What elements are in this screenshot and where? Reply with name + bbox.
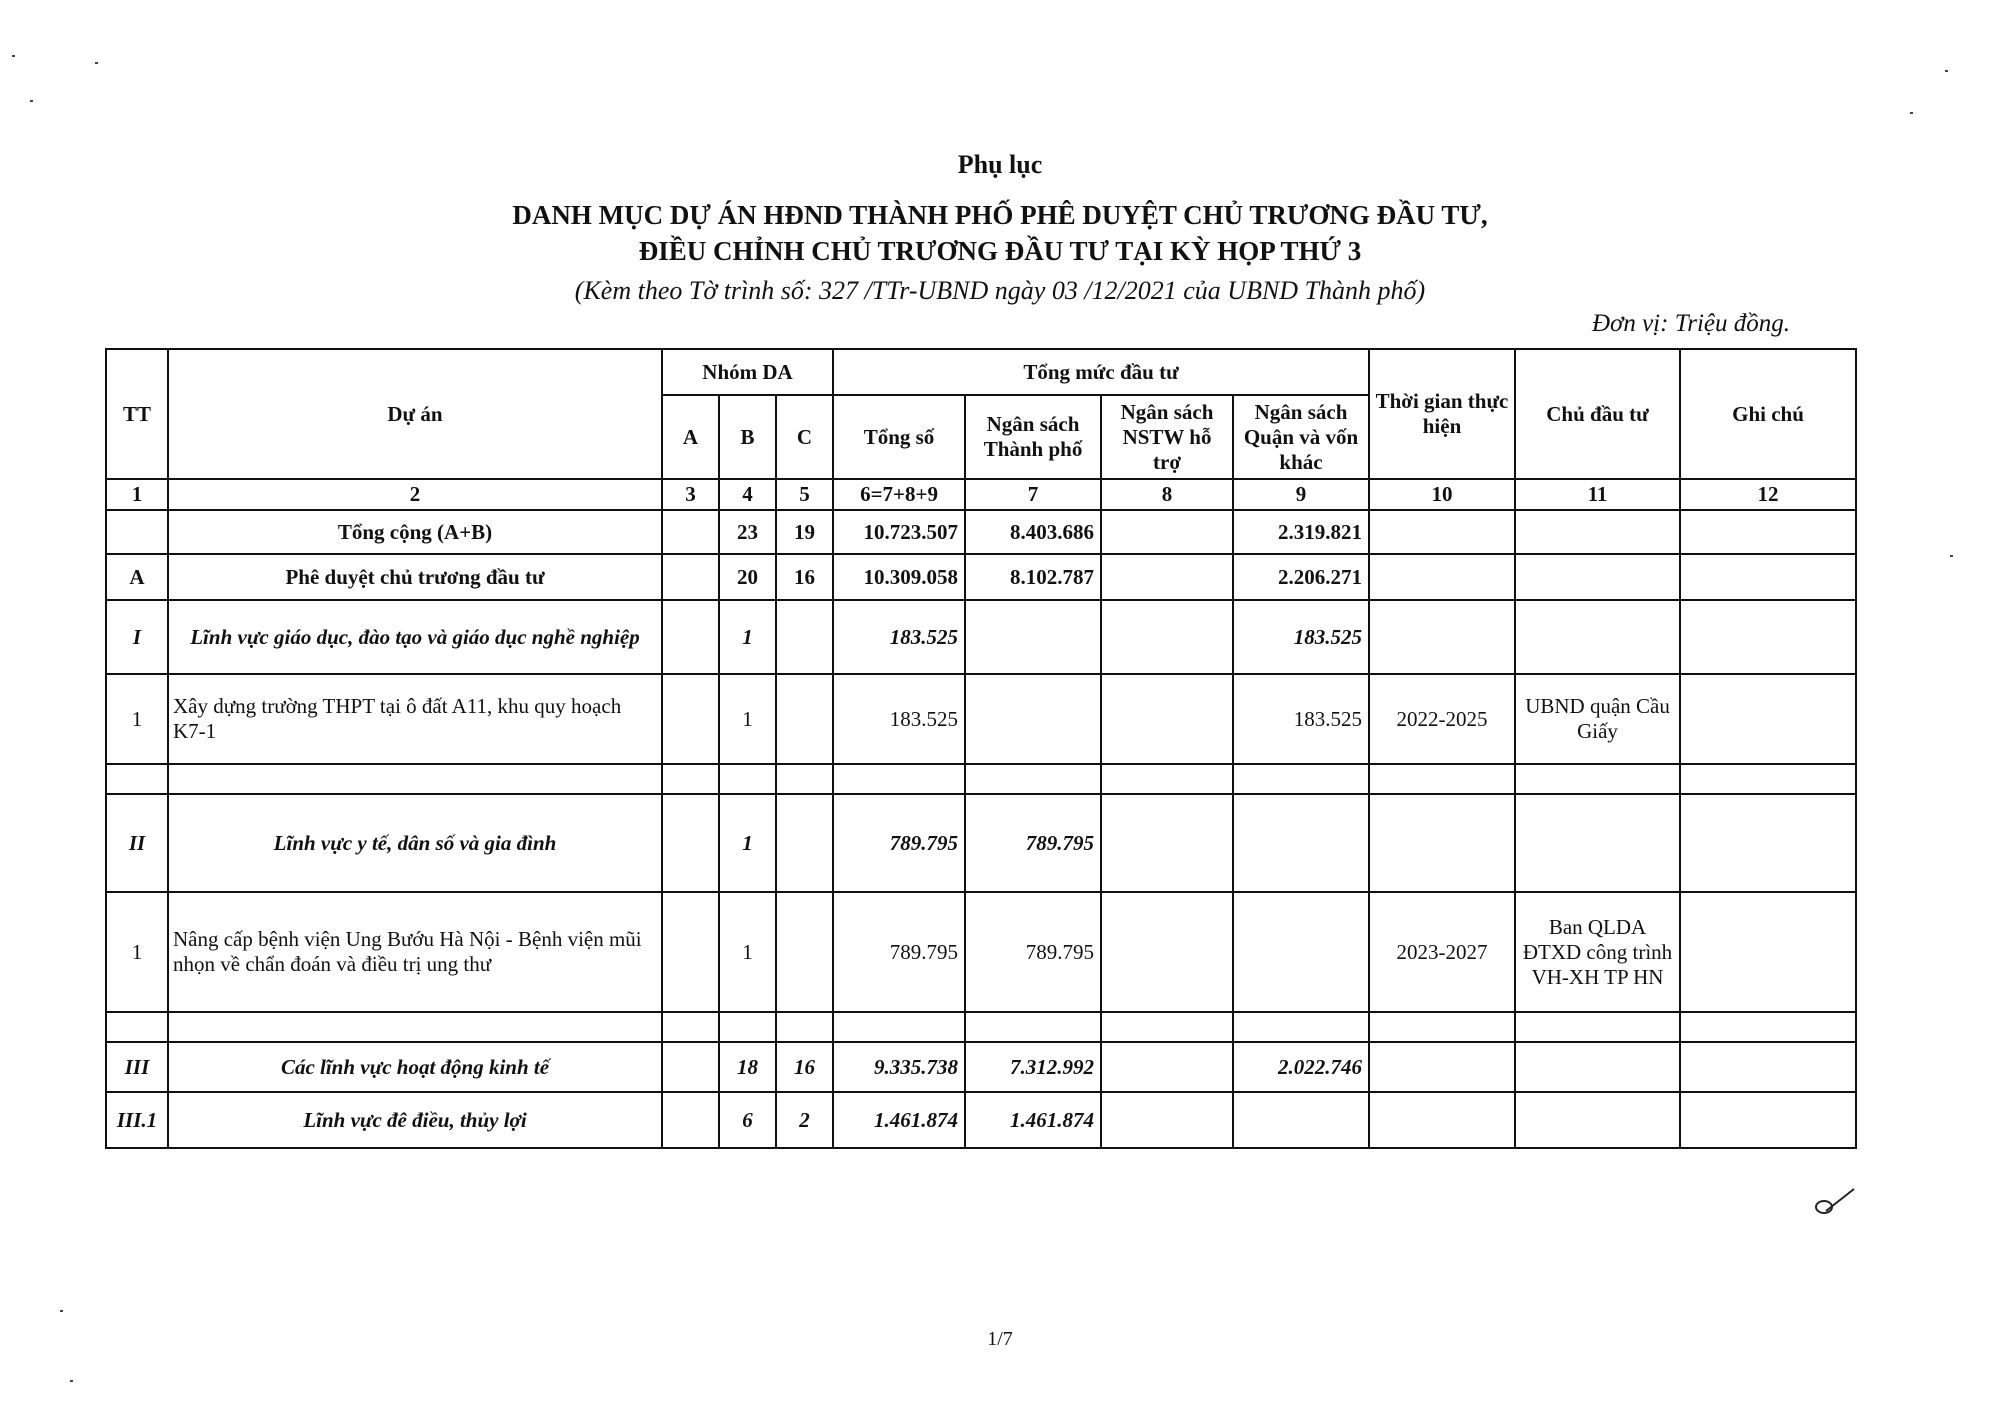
cell-tong-so: 10.309.058 [833, 554, 965, 600]
document-title-line2: ĐIỀU CHỈNH CHỦ TRƯƠNG ĐẦU TƯ TẠI KỲ HỌP THỨ 3 [638, 236, 1362, 266]
cell-owner [1515, 554, 1680, 600]
cell-b: 20 [719, 554, 776, 600]
cell-b: 1 [719, 794, 776, 892]
header-ghi-chu: Ghi chú [1680, 349, 1856, 479]
cell-note [1680, 510, 1856, 554]
scan-speck [1910, 112, 1913, 114]
cell-note [1680, 554, 1856, 600]
cell-ns-quan [1233, 892, 1369, 1012]
table-row [106, 1042, 1856, 1092]
cell-name: Tổng cộng (A+B) [168, 510, 662, 554]
scan-speck [1950, 555, 1953, 557]
cell-time [1369, 1092, 1515, 1148]
cell-nstw [1101, 794, 1233, 892]
table-row [106, 510, 1856, 554]
scan-speck [60, 1310, 63, 1312]
header-du-an: Dự án [168, 349, 662, 479]
col-number: 10 [1369, 479, 1515, 510]
table-row-spacer [106, 1012, 1856, 1042]
cell-tt: A [106, 554, 168, 600]
cell-note [1680, 600, 1856, 674]
col-number: 8 [1101, 479, 1233, 510]
cell-ns-quan [1233, 1092, 1369, 1148]
cell-note [1680, 794, 1856, 892]
cell-tt: I [106, 600, 168, 674]
cell-b: 23 [719, 510, 776, 554]
header-nhom-da: Nhóm DA [662, 349, 833, 395]
header-thoi-gian: Thời gian thực hiện [1369, 349, 1515, 479]
header-row-1 [106, 349, 1856, 395]
cell-owner [1515, 794, 1680, 892]
cell-ns-quan [1233, 794, 1369, 892]
table-row-spacer [106, 764, 1856, 794]
cell-ns-quan: 183.525 [1233, 674, 1369, 764]
header-ns-nstw: Ngân sách NSTW hỗ trợ [1101, 395, 1233, 479]
cell-note [1680, 674, 1856, 764]
scan-speck [12, 55, 15, 57]
cell-c [776, 794, 833, 892]
document-subtitle: (Kèm theo Tờ trình số: 327 /TTr-UBND ngày 03 /12/2021 của UBND Thành phố) [574, 276, 1426, 305]
col-number: 12 [1680, 479, 1856, 510]
header-chu-dau-tu: Chủ đầu tư [1515, 349, 1680, 479]
cell-note [1680, 892, 1856, 1012]
document-title-line1: DANH MỤC DỰ ÁN HĐND THÀNH PHỐ PHÊ DUYỆT CHỦ TRƯƠNG ĐẦU TƯ, [512, 200, 1488, 230]
cell-tt: 1 [106, 674, 168, 764]
cell-ns-quan: 183.525 [1233, 600, 1369, 674]
cell-b: 1 [719, 674, 776, 764]
cell-owner: UBND quận Cầu Giấy [1515, 674, 1680, 764]
cell-nstw [1101, 1042, 1233, 1092]
column-number-row [106, 479, 1856, 510]
appendix-label: Phụ lục [957, 150, 1043, 179]
page-number: 1/7 [987, 1328, 1013, 1350]
cell-tong-so: 789.795 [833, 892, 965, 1012]
cell-b: 18 [719, 1042, 776, 1092]
header-ns-thanh-pho: Ngân sách Thành phố [965, 395, 1101, 479]
cell-c: 16 [776, 1042, 833, 1092]
cell-tong-so: 183.525 [833, 600, 965, 674]
cell-time [1369, 794, 1515, 892]
cell-c [776, 600, 833, 674]
col-number: 11 [1515, 479, 1680, 510]
cell-a [662, 1042, 719, 1092]
scan-speck [95, 62, 98, 64]
cell-tong-so: 1.461.874 [833, 1092, 965, 1148]
cell-a [662, 892, 719, 1012]
cell-ns-tp: 7.312.992 [965, 1042, 1101, 1092]
cell-ns-tp: 789.795 [965, 794, 1101, 892]
cell-tong-so: 9.335.738 [833, 1042, 965, 1092]
cell-time [1369, 510, 1515, 554]
cell-tong-so: 183.525 [833, 674, 965, 764]
col-number: 4 [719, 479, 776, 510]
cell-a [662, 794, 719, 892]
cell-ns-tp [965, 674, 1101, 764]
cell-tong-so: 10.723.507 [833, 510, 965, 554]
cell-ns-quan: 2.022.746 [1233, 1042, 1369, 1092]
table-row [106, 600, 1856, 674]
col-number: 9 [1233, 479, 1369, 510]
cell-c [776, 674, 833, 764]
col-number: 7 [965, 479, 1101, 510]
cell-c: 16 [776, 554, 833, 600]
table-row [106, 554, 1856, 600]
header-a: A [662, 395, 719, 479]
cell-name: Xây dựng trường THPT tại ô đất A11, khu quy hoạch K7-1 [168, 674, 662, 764]
cell-c [776, 892, 833, 1012]
header-tong-muc-dau-tu: Tổng mức đầu tư [833, 349, 1369, 395]
cell-name: Các lĩnh vực hoạt động kinh tế [168, 1042, 662, 1092]
cell-b: 1 [719, 892, 776, 1012]
cell-owner [1515, 600, 1680, 674]
cell-ns-tp: 8.102.787 [965, 554, 1101, 600]
cell-a [662, 554, 719, 600]
cell-name: Phê duyệt chủ trương đầu tư [168, 554, 662, 600]
header-tong-so: Tổng số [833, 395, 965, 479]
cell-a [662, 674, 719, 764]
cell-time: 2023-2027 [1369, 892, 1515, 1012]
cell-time [1369, 1042, 1515, 1092]
cell-a [662, 510, 719, 554]
cell-tt: II [106, 794, 168, 892]
project-table [105, 348, 1857, 1149]
cell-nstw [1101, 674, 1233, 764]
cell-owner [1515, 1042, 1680, 1092]
cell-c: 2 [776, 1092, 833, 1148]
cell-name: Nâng cấp bệnh viện Ung Bướu Hà Nội - Bệnh viện mũi nhọn về chẩn đoán và điều trị ung thư [168, 892, 662, 1012]
table-row [106, 674, 1856, 764]
cell-note [1680, 1092, 1856, 1148]
cell-nstw [1101, 510, 1233, 554]
cell-nstw [1101, 600, 1233, 674]
col-number: 2 [168, 479, 662, 510]
col-number: 3 [662, 479, 719, 510]
cell-c: 19 [776, 510, 833, 554]
cell-nstw [1101, 1092, 1233, 1148]
cell-ns-tp: 1.461.874 [965, 1092, 1101, 1148]
table-row [106, 892, 1856, 1012]
cell-ns-quan: 2.319.821 [1233, 510, 1369, 554]
cell-tt: III [106, 1042, 168, 1092]
cell-b: 6 [719, 1092, 776, 1148]
col-number: 6=7+8+9 [833, 479, 965, 510]
cell-owner: Ban QLDA ĐTXD công trình VH-XH TP HN [1515, 892, 1680, 1012]
header-b: B [719, 395, 776, 479]
cell-owner [1515, 510, 1680, 554]
cell-ns-quan: 2.206.271 [1233, 554, 1369, 600]
scan-speck [70, 1380, 73, 1382]
cell-time: 2022-2025 [1369, 674, 1515, 764]
cell-b: 1 [719, 600, 776, 674]
cell-ns-tp [965, 600, 1101, 674]
cell-tt: 1 [106, 892, 168, 1012]
cell-name: Lĩnh vực giáo dục, đào tạo và giáo dục nghề nghiệp [168, 600, 662, 674]
cell-a [662, 1092, 719, 1148]
cell-nstw [1101, 554, 1233, 600]
cell-a [662, 600, 719, 674]
cell-note [1680, 1042, 1856, 1092]
cell-tt: III.1 [106, 1092, 168, 1148]
currency-unit: Đơn vị: Triệu đồng. [1591, 310, 1790, 337]
cell-tong-so: 789.795 [833, 794, 965, 892]
cell-ns-tp: 789.795 [965, 892, 1101, 1012]
cell-time [1369, 554, 1515, 600]
cell-time [1369, 600, 1515, 674]
cell-ns-tp: 8.403.686 [965, 510, 1101, 554]
scan-speck [1945, 70, 1948, 72]
cell-owner [1515, 1092, 1680, 1148]
cell-tt [106, 510, 168, 554]
col-number: 1 [106, 479, 168, 510]
cell-name: Lĩnh vực y tế, dân số và gia đình [168, 794, 662, 892]
header-tt: TT [106, 349, 168, 479]
table-row [106, 1092, 1856, 1148]
table-row [106, 794, 1856, 892]
col-number: 5 [776, 479, 833, 510]
header-ns-quan: Ngân sách Quận và vốn khác [1233, 395, 1369, 479]
header-c: C [776, 395, 833, 479]
scan-speck [30, 100, 33, 102]
cell-nstw [1101, 892, 1233, 1012]
initial-signature-mark [1810, 1185, 1860, 1221]
cell-name: Lĩnh vực đê điều, thủy lợi [168, 1092, 662, 1148]
